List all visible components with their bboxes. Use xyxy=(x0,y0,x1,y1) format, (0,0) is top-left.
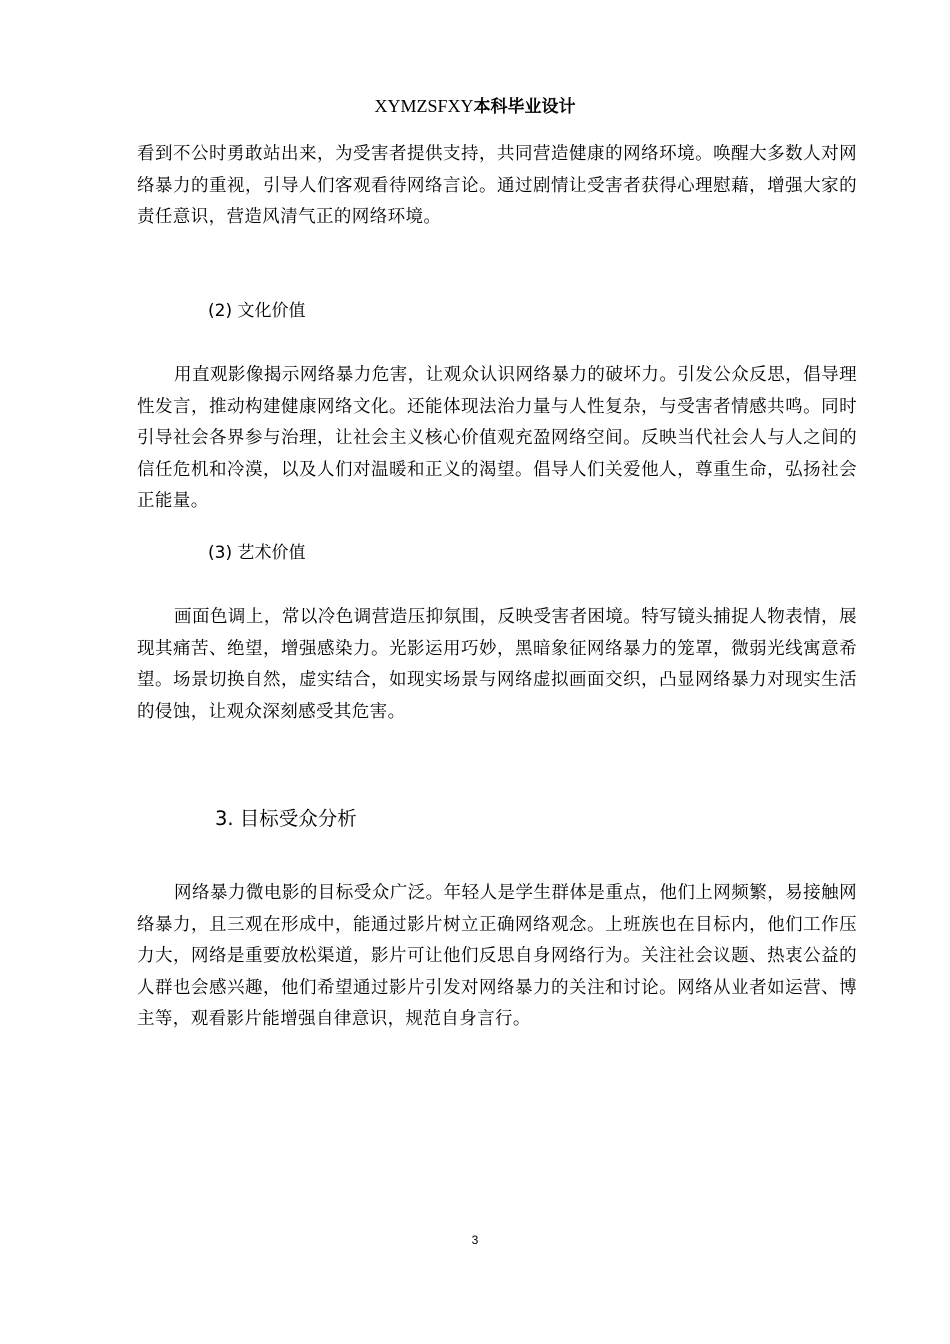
paragraph-continuation: 看到不公时勇敢站出来，为受害者提供支持，共同营造健康的网络环境。唤醒大多数人对网络暴力的重视，引导人们客观看待网络言论。通过剧情让受害者获得心理慰藉，增强大家的责任意识，营造风清气正的网络环境。 xyxy=(137,144,857,227)
paragraph-artistic-value: 画面色调上，常以冷色调营造压抑氛围，反映受害者困境。特写镜头捕捉人物表情，展现其痛苦、绝望，增强感染力。光影运用巧妙，黑暗象征网络暴力的笼罩，微弱光线寓意希望。场景切换自然，虚实结合，如现实场景与网络虚拟画面交织，凸显网络暴力对现实生活的侵蚀，让观众深刻感受其危害。 xyxy=(137,607,857,722)
header-latin: XYMZSFXY xyxy=(374,96,474,116)
page-number: 3 xyxy=(471,1233,479,1247)
page-header xyxy=(0,94,950,119)
header-title: 本科毕业设计 xyxy=(473,97,576,117)
paragraph-target-audience: 网络暴力微电影的目标受众广泛。年轻人是学生群体是重点，他们上网频繁，易接触网络暴力，且三观在形成中，能通过影片树立正确网络观念。上班族也在目标内，他们工作压力大，网络是重要放松渠道，影片可让他们反思自身网络行为。关注社会议题、热衷公益的人群也会感兴趣，他们希望通过影片引发对网络暴力的关注和讨论。网络从业者如运营、博主等，观看影片能增强自律意识，规范自身言行。 xyxy=(137,883,857,1029)
subheading-cultural-value: (2) 文化价值 xyxy=(208,301,306,321)
paragraph-cultural-value: 用直观影像揭示网络暴力危害，让观众认识网络暴力的破坏力。引发公众反思，倡导理性发言，推动构建健康网络文化。还能体现法治力量与人性复杂，与受害者情感共鸣。同时引导社会各界参与治理，让社会主义核心价值观充盈网络空间。反映当代社会人与人之间的信任危机和冷漠，以及人们对温暖和正义的渴望。倡导人们关爱他人，尊重生命，弘扬社会正能量。 xyxy=(137,365,857,511)
section-heading-target-audience: 3. 目标受众分析 xyxy=(215,807,357,830)
subheading-artistic-value: (3) 艺术价值 xyxy=(208,543,306,563)
